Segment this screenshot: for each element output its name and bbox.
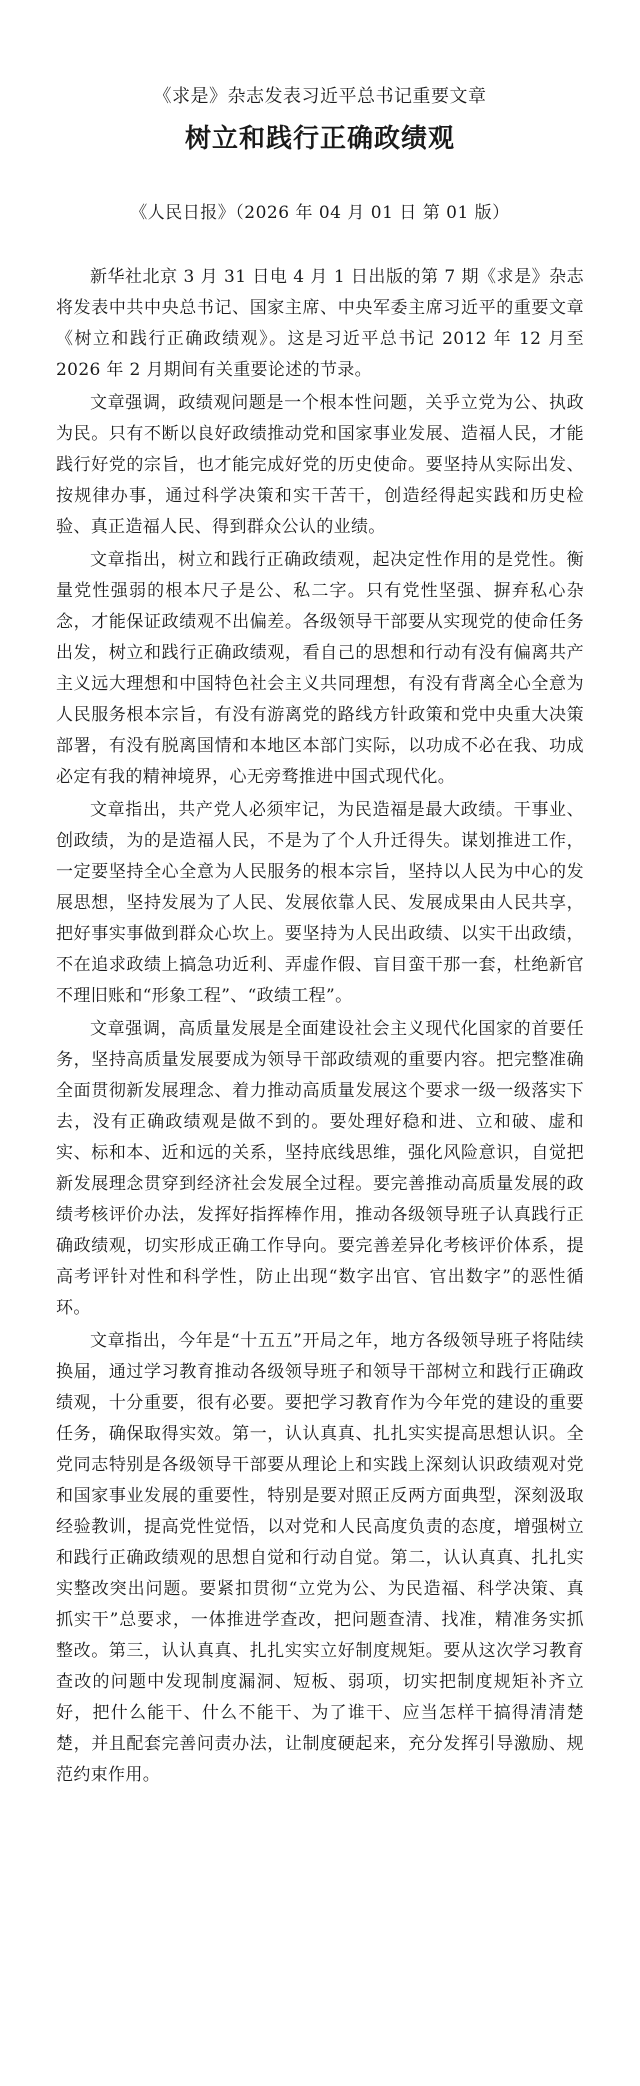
article-source-line: 《人民日报》（2026 年 04 月 01 日 第 01 版）	[130, 203, 510, 223]
paragraph-5: 文章强调，高质量发展是全面建设社会主义现代化国家的首要任务，坚持高质量发展要成为领导干部政绩观的重要内容。把完整准确全面贯彻新发展理念、着力推动高质量发展这个要求一级一级落实下去，没有正确政绩观是做不到的。要处理好稳和进、立和破、虚和实、标和本、近和远的关系，坚持底线思维，强化风险意识，自觉把新发展理念贯穿到经济社会发展全过程。要完善推动高质量发展的政绩考核评价办法，发挥好指挥棒作用，推动各级领导班子认真践行正确政绩观，切实形成正确工作导向。要完善差异化考核评价体系，提高考评针对性和科学性，防止出现“数字出官、官出数字”的恶性循环。	[56, 1019, 584, 1318]
paragraph-3: 文章指出，树立和践行正确政绩观，起决定性作用的是党性。衡量党性强弱的根本尺子是公、私二字。只有党性坚强、摒弃私心杂念，才能保证政绩观不出偏差。各级领导干部要从实现党的使命任务出发，树立和践行正确政绩观，看自己的思想和行动有没有偏离共产主义远大理想和中国特色社会主义共同理想，有没有背离全心全意为人民服务根本宗旨，有没有游离党的路线方针政策和党中央重大决策部署，有没有脱离国情和本地区本部门实际，以功成不必在我、功成必定有我的精神境界，心无旁骛推进中国式现代化。	[56, 550, 584, 787]
article-title: 树立和践行正确政绩观	[184, 124, 455, 154]
paragraph-1: 新华社北京 3 月 31 日电 4 月 1 日出版的第 7 期《求是》杂志将发表中共中央总书记、国家主席、中央军委主席习近平的重要文章《树立和践行正确政绩观》。这是习近平总书记 2012 年 12 月至 2026 年 2 月期间有关重要论述的节录。	[56, 267, 584, 380]
article-body	[56, 262, 584, 1793]
paragraph-4: 文章指出，共产党人必须牢记，为民造福是最大政绩。干事业、创政绩，为的是造福人民，不是为了个人升迁得失。谋划推进工作，一定要坚持全心全意为人民服务的根本宗旨，坚持以人民为中心的发展思想，坚持发展为了人民、发展依靠人民、发展成果由人民共享，把好事实事做到群众心坎上。要坚持为人民出政绩、以实干出政绩，不在追求政绩上搞急功近利、弄虚作假、盲目蛮干那一套，杜绝新官不理旧账和“形象工程”、“政绩工程”。	[56, 800, 584, 1006]
article-subtitle: 《求是》杂志发表习近平总书记重要文章	[153, 86, 487, 107]
paragraph-6: 文章指出，今年是“十五五”开局之年，地方各级领导班子将陆续换届，通过学习教育推动各级领导班子和领导干部树立和践行正确政绩观，十分重要，很有必要。要把学习教育作为今年党的建设的重要任务，确保取得实效。第一，认认真真、扎扎实实提高思想认识。全党同志特别是各级领导干部要从理论上和实践上深刻认识政绩观对党和国家事业发展的重要性，特别是要对照正反两方面典型，深刻汲取经验教训，提高党性觉悟，以对党和人民高度负责的态度，增强树立和践行正确政绩观的思想自觉和行动自觉。第二，认认真真、扎扎实实整改突出问题。要紧扣贯彻“立党为公、为民造福、科学决策、真抓实干”总要求，一体推进学查改，把问题查清、找准，精准务实抓整改。第三，认认真真、扎扎实实立好制度规矩。要从这次学习教育查改的问题中发现制度漏洞、短板、弱项，切实把制度规矩补齐立好，把什么能干、什么不能干、为了谁干、应当怎样干搞得清清楚楚，并且配套完善问责办法，让制度硬起来，充分发挥引导激励、规范约束作用。	[56, 1331, 584, 1785]
paragraph-2: 文章强调，政绩观问题是一个根本性问题，关乎立党为公、执政为民。只有不断以良好政绩推动党和国家事业发展、造福人民，才能践行好党的宗旨，也才能完成好党的历史使命。要坚持从实际出发、按规律办事，通过科学决策和实干苦干，创造经得起实践和历史检验、真正造福人民、得到群众公认的业绩。	[56, 393, 584, 537]
